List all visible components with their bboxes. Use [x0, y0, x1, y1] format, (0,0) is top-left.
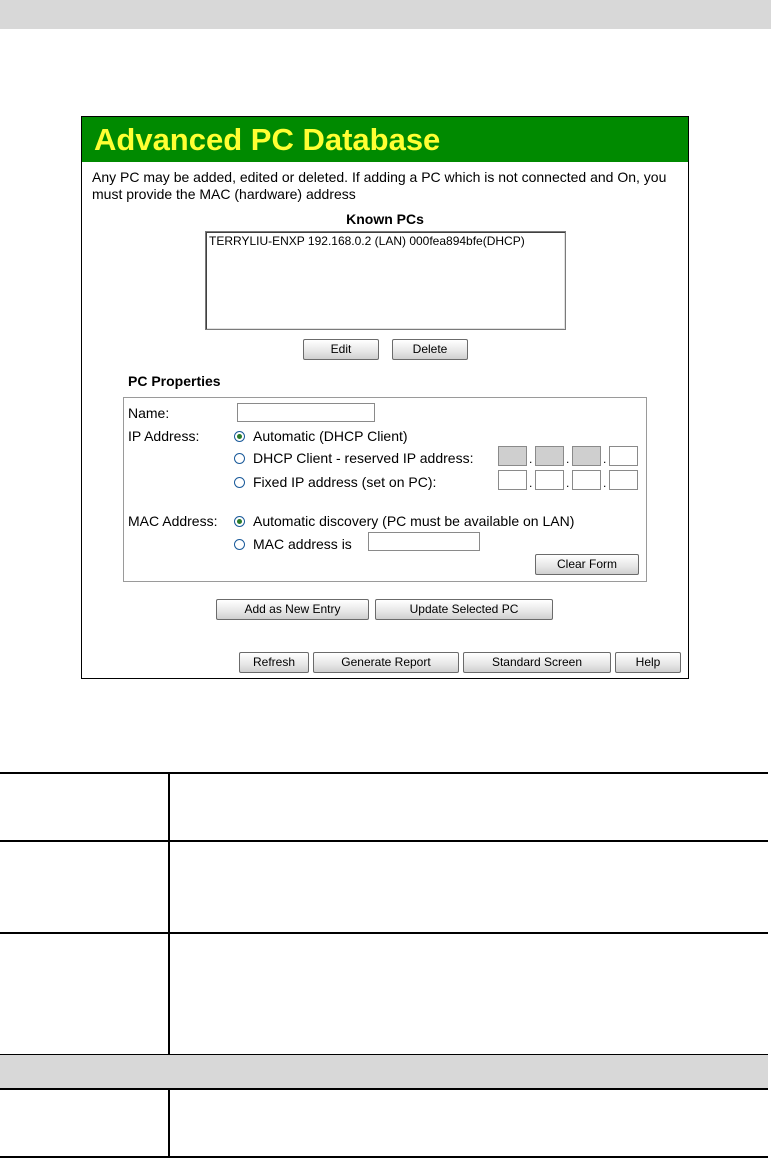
panel-title: Advanced PC Database [82, 117, 688, 162]
table-row [0, 772, 768, 840]
table-section-header [0, 1054, 768, 1088]
delete-button[interactable]: Delete [392, 339, 468, 360]
ip-option-label: Fixed IP address (set on PC): [253, 474, 437, 490]
table-row [0, 932, 768, 1054]
radio-dhcp-reserved[interactable] [234, 453, 245, 464]
mac-option-label: MAC address is [253, 536, 352, 552]
standard-screen-button[interactable]: Standard Screen [463, 652, 611, 673]
intro-text: Any PC may be added, edited or deleted. If adding a PC which is not connected and On, you must provide the MAC (hardware) address [92, 169, 667, 202]
reserved-ip-octet-3[interactable] [572, 446, 601, 466]
fixed-ip-octet-4[interactable] [609, 470, 638, 490]
fixed-ip-octet-3[interactable] [572, 470, 601, 490]
known-pcs-label: Known PCs [346, 211, 424, 227]
fixed-ip-octet-1[interactable] [498, 470, 527, 490]
help-button[interactable]: Help [615, 652, 681, 673]
radio-mac-manual[interactable] [234, 539, 245, 550]
pc-properties-box: Name: IP Address: Automatic (DHCP Client) DHCP Client - reserved IP address: . . . Fixed IP address (set on PC): . . . MAC Address: Automatic discovery (PC must be available on LAN) MAC address is Clear Form [123, 397, 647, 582]
ip-option-fixed[interactable] [234, 474, 436, 490]
pc-properties-title: PC Properties [128, 373, 221, 389]
reserved-ip-octet-4[interactable] [609, 446, 638, 466]
table-row [0, 1088, 768, 1158]
generate-report-button[interactable]: Generate Report [313, 652, 459, 673]
radio-automatic-dhcp[interactable] [234, 431, 245, 442]
radio-fixed-ip[interactable] [234, 477, 245, 488]
mac-address-input[interactable] [368, 532, 480, 551]
refresh-button[interactable]: Refresh [239, 652, 309, 673]
reserved-ip-octet-1[interactable] [498, 446, 527, 466]
radio-mac-automatic[interactable] [234, 516, 245, 527]
add-new-entry-button[interactable]: Add as New Entry [216, 599, 369, 620]
page-header-bar [0, 0, 771, 29]
name-input[interactable] [237, 403, 375, 422]
name-label: Name: [128, 405, 170, 421]
ip-option-label: DHCP Client - reserved IP address: [253, 450, 474, 466]
edit-button[interactable]: Edit [303, 339, 379, 360]
ip-option-label: Automatic (DHCP Client) [253, 428, 408, 444]
fixed-ip-octet-2[interactable] [535, 470, 564, 490]
update-selected-pc-button[interactable]: Update Selected PC [375, 599, 553, 620]
mac-option-automatic[interactable] [234, 513, 574, 529]
known-pcs-list[interactable] [205, 231, 566, 330]
reserved-ip-octet-2[interactable] [535, 446, 564, 466]
ip-option-reserved[interactable] [234, 450, 473, 466]
mac-option-label: Automatic discovery (PC must be available on LAN) [253, 513, 575, 529]
mac-option-manual[interactable] [234, 536, 352, 552]
list-item[interactable]: TERRYLIU-ENXP 192.168.0.2 (LAN) 000fea894bfe(DHCP) [209, 234, 525, 248]
clear-form-button[interactable]: Clear Form [535, 554, 639, 575]
mac-address-label: MAC Address: [128, 513, 218, 529]
ip-option-automatic[interactable] [234, 428, 408, 444]
table-row [0, 840, 768, 932]
advanced-pc-database-panel [81, 116, 689, 679]
ip-address-label: IP Address: [128, 428, 200, 444]
